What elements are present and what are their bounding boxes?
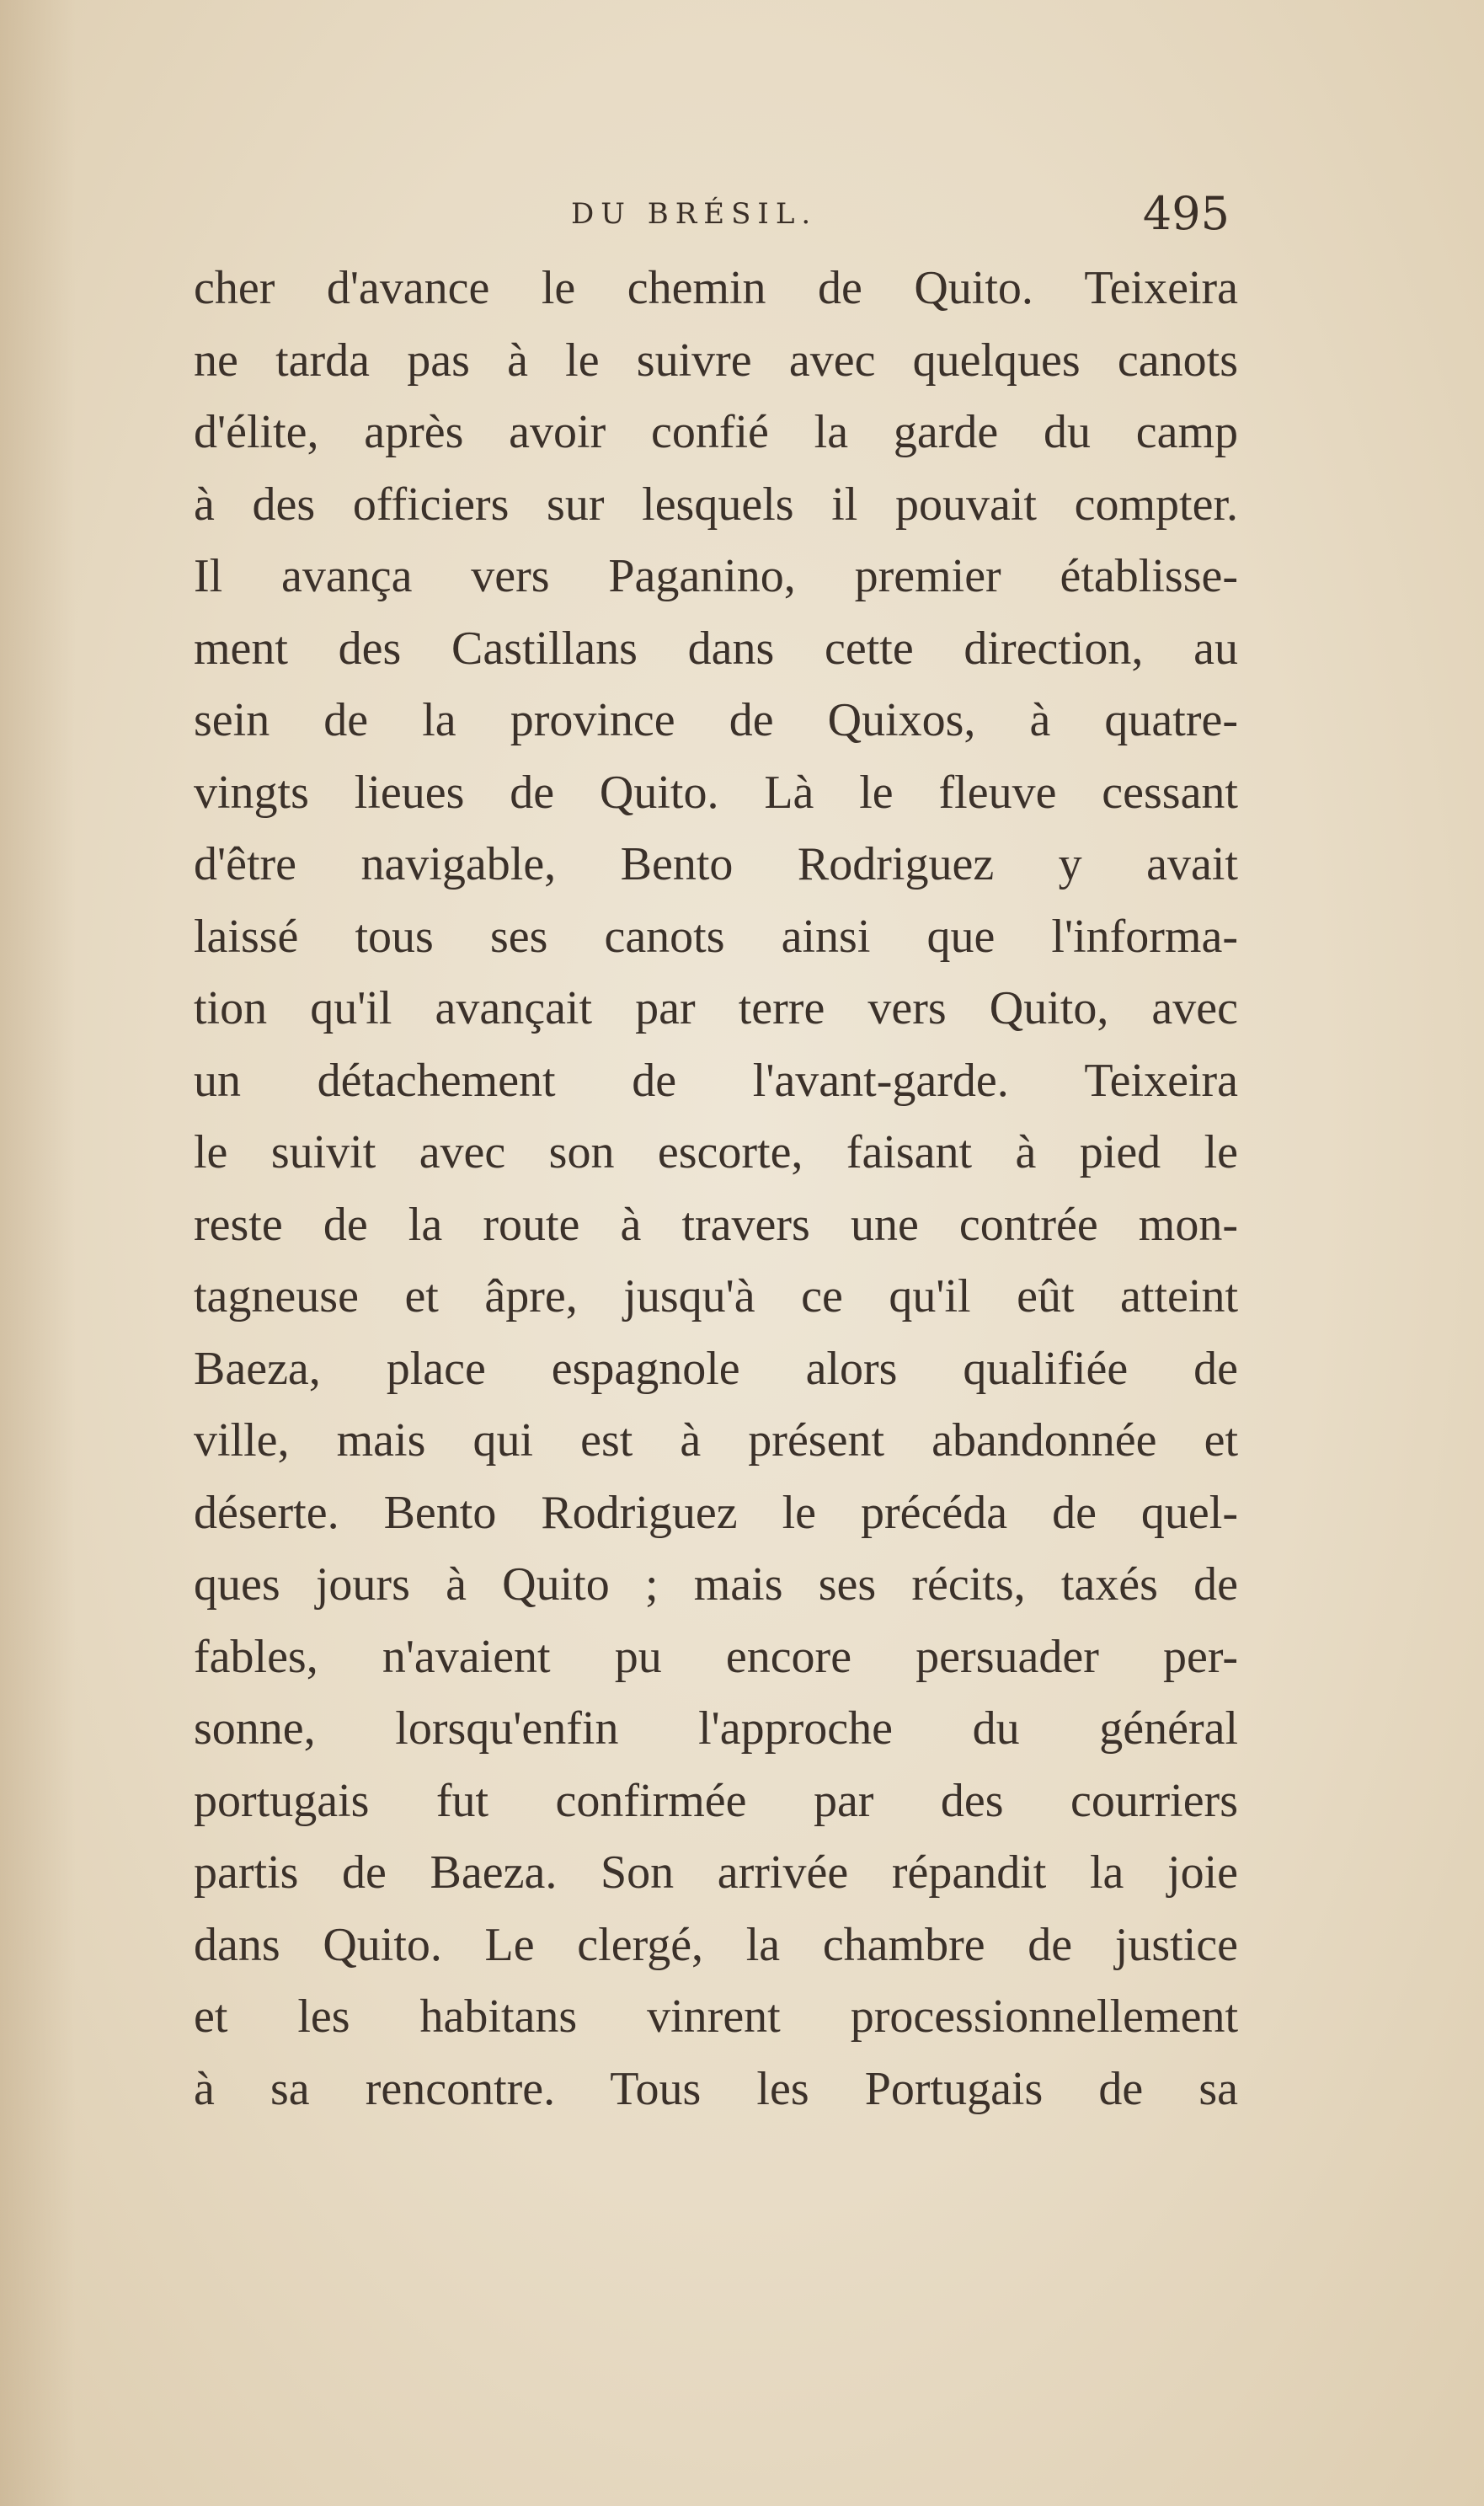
text-line: le suivit avec son escorte, faisant à pied le bbox=[194, 1126, 1238, 1178]
text-line: tagneuse et âpre, jusqu'à ce qu'il eût atteint bbox=[194, 1270, 1238, 1322]
text-line: et les habitans vinrent processionnellement bbox=[194, 1990, 1238, 2043]
text-line: partis de Baeza. Son arrivée répandit la joie bbox=[194, 1846, 1238, 1899]
text-line: d'être navigable, Bento Rodriguez y avait bbox=[194, 838, 1238, 890]
text-line: Baeza, place espagnole alors qualifiée de bbox=[194, 1342, 1238, 1395]
text-line: ville, mais qui est à présent abandonnée et bbox=[194, 1414, 1238, 1467]
text-line: vingts lieues de Quito. Là le fleuve cessant bbox=[194, 766, 1238, 819]
text-line: tion qu'il avançait par terre vers Quito, avec bbox=[194, 982, 1238, 1034]
text-line: portugais fut confirmée par des courriers bbox=[194, 1774, 1238, 1827]
text-line: à sa rencontre. Tous les Portugais de sa bbox=[194, 2062, 1238, 2115]
text-line: ment des Castillans dans cette direction, au bbox=[194, 622, 1238, 675]
text-line: ques jours à Quito ; mais ses récits, taxés de bbox=[194, 1558, 1238, 1611]
running-title: DU BRÉSIL. bbox=[571, 197, 818, 231]
text-line: cher d'avance le chemin de Quito. Teixeira bbox=[194, 262, 1238, 314]
text-line: laissé tous ses canots ainsi que l'informa- bbox=[194, 910, 1238, 963]
text-line: d'élite, après avoir confié la garde du camp bbox=[194, 406, 1238, 458]
running-head bbox=[194, 187, 1230, 246]
page-number: 495 bbox=[1142, 187, 1230, 240]
text-line: à des officiers sur lesquels il pouvait compter. bbox=[194, 478, 1238, 531]
text-line: sein de la province de Quixos, à quatre- bbox=[194, 694, 1238, 746]
text-line: reste de la route à travers une contrée mon- bbox=[194, 1198, 1238, 1251]
text-line: déserte. Bento Rodriguez le précéda de quel- bbox=[194, 1486, 1238, 1539]
text-line: dans Quito. Le clergé, la chambre de justice bbox=[194, 1918, 1238, 1971]
body-text bbox=[194, 253, 1238, 2125]
text-line: Il avança vers Paganino, premier établisse- bbox=[194, 550, 1238, 602]
text-line: sonne, lorsqu'enfin l'approche du général bbox=[194, 1702, 1238, 1755]
text-line: un détachement de l'avant-garde. Teixeira bbox=[194, 1054, 1238, 1107]
text-line: fables, n'avaient pu encore persuader per- bbox=[194, 1630, 1238, 1683]
text-line: ne tarda pas à le suivre avec quelques canots bbox=[194, 334, 1238, 387]
